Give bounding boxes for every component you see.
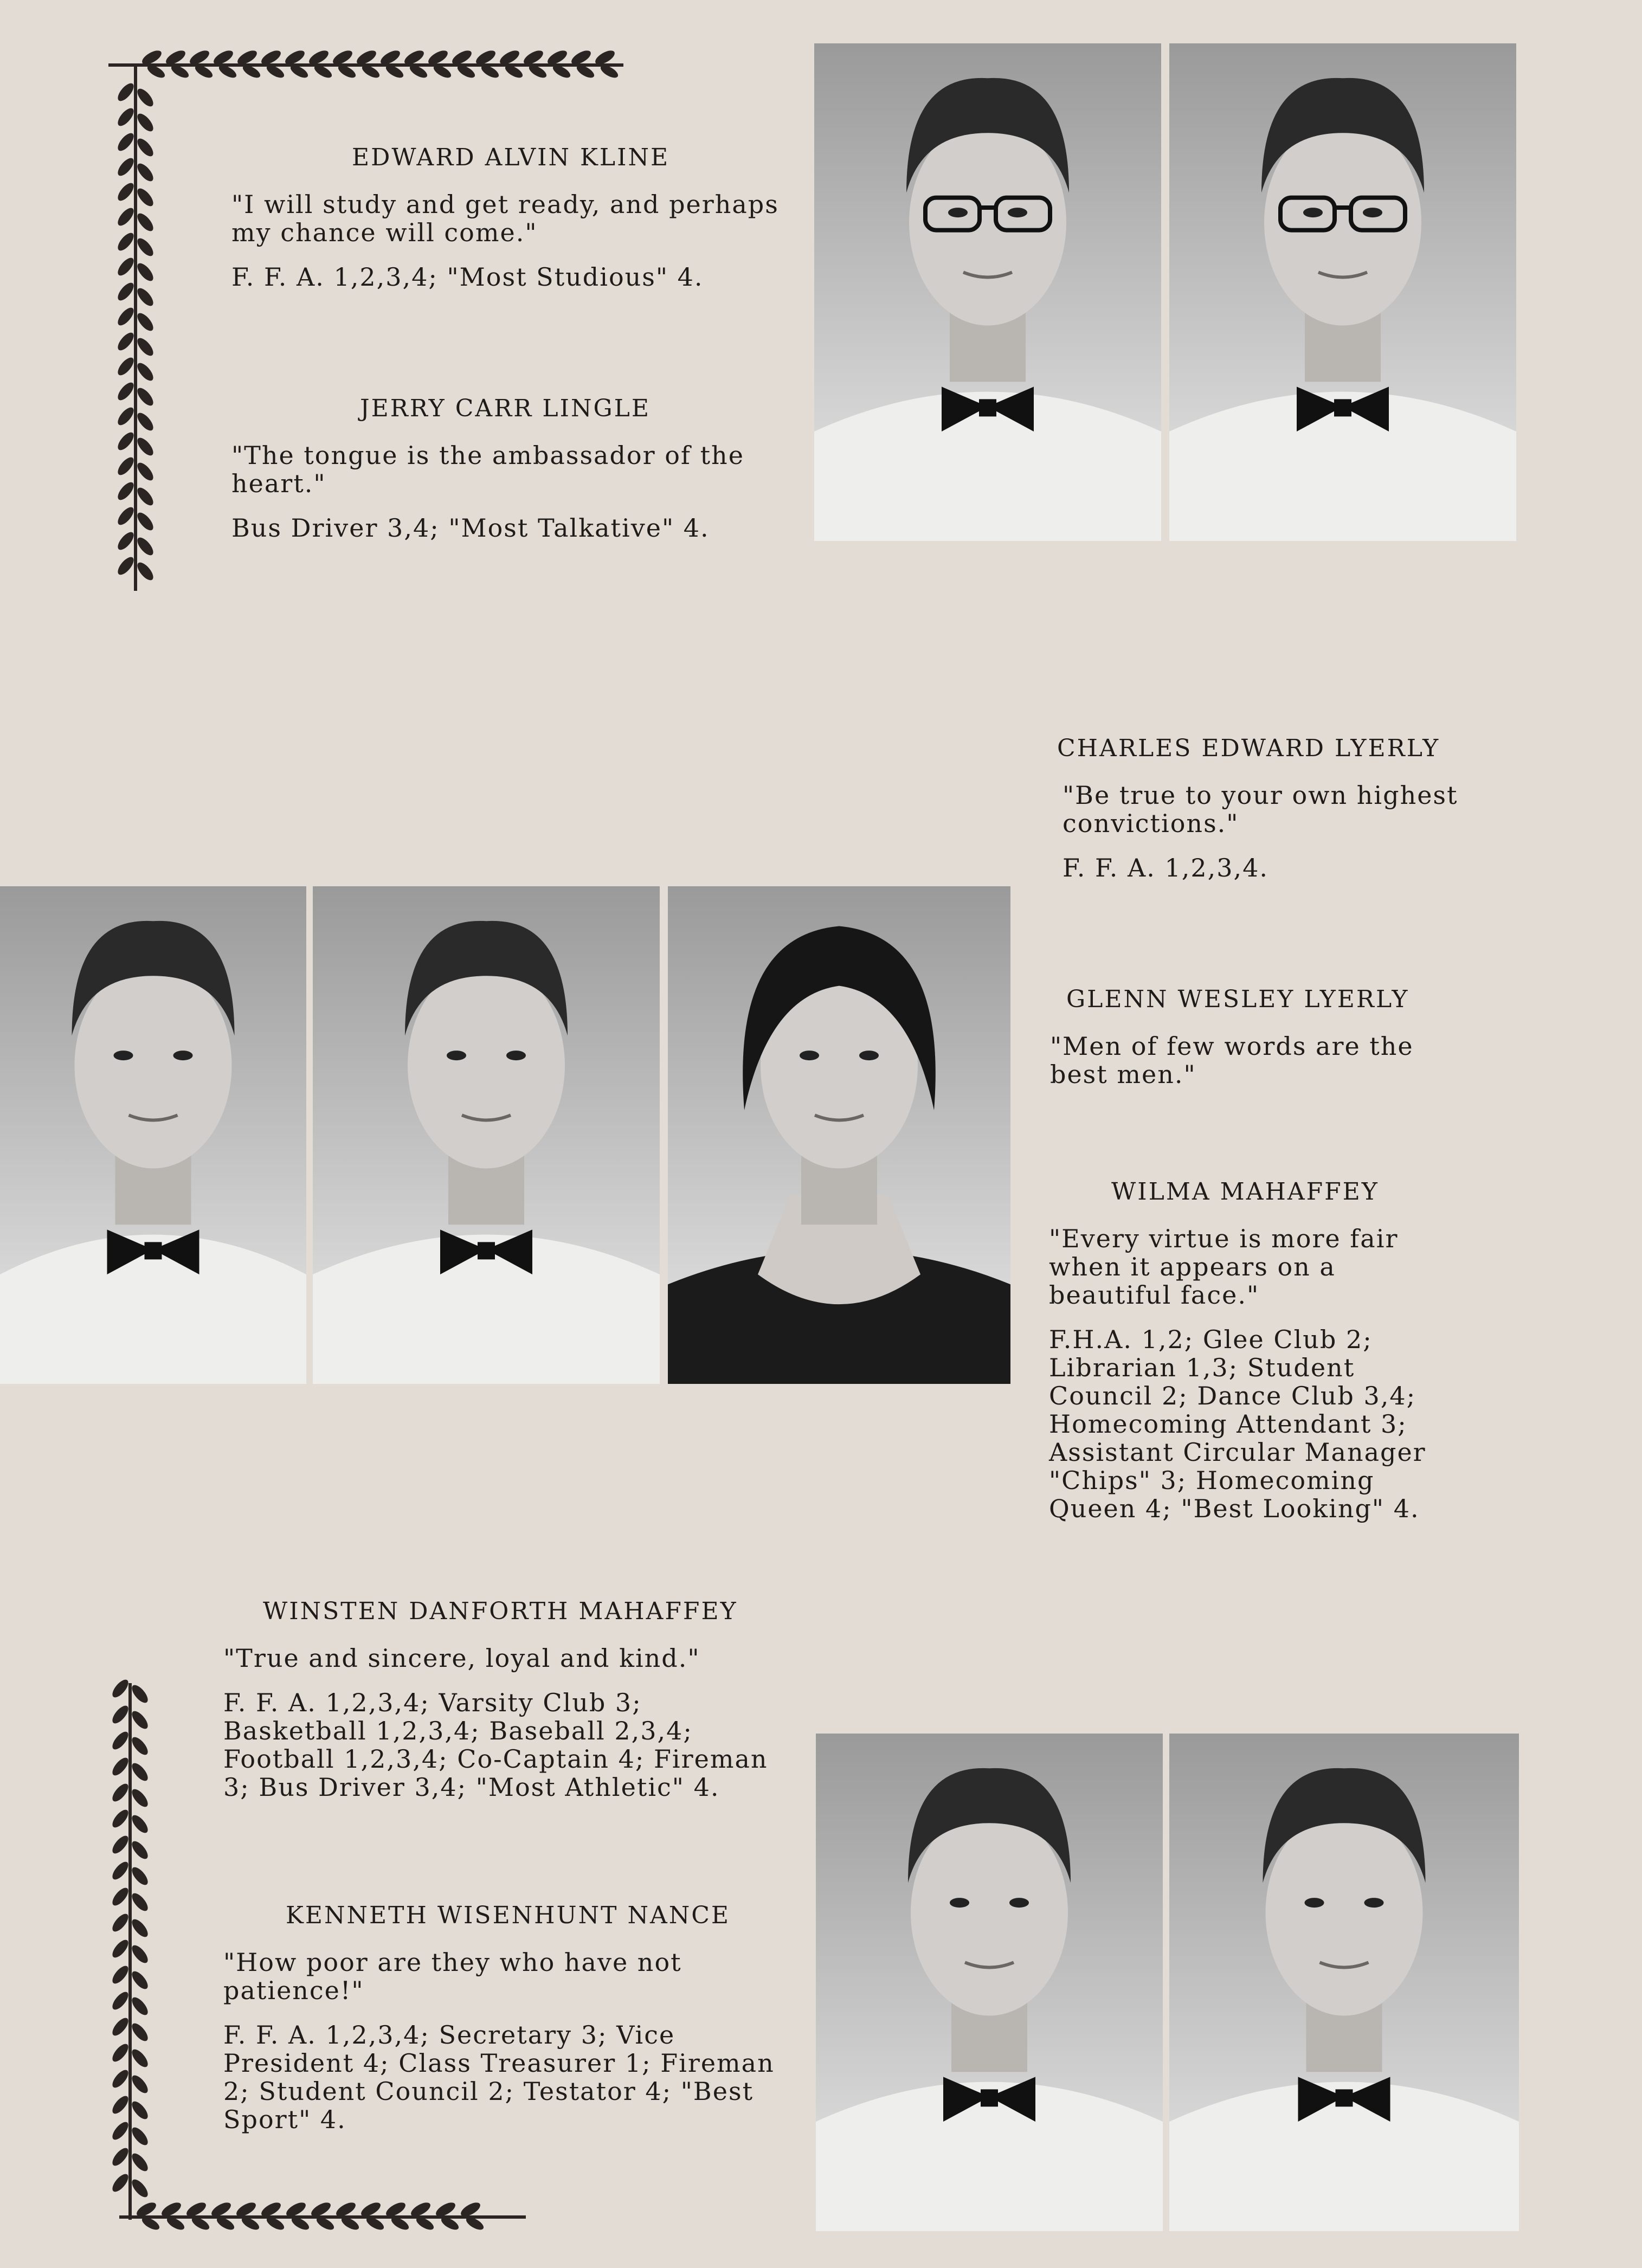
- student-activities: F. F. A. 1,2,3,4; Varsity Club 3; Basketball 1,2,3,4; Baseball 2,3,4; Football 1,2,3,4; Co-Captain 4; Fireman 3; Bus Driver 3,4; "Most Athletic" 4.: [223, 1688, 768, 1802]
- student-name: WINSTEN DANFORTH MAHAFFEY: [263, 1597, 738, 1625]
- student-name: EDWARD ALVIN KLINE: [352, 144, 670, 171]
- student-name: WILMA MAHAFFEY: [1111, 1178, 1379, 1206]
- student-quote: "I will study and get ready, and perhaps my chance will come.": [231, 190, 779, 247]
- student-entry-kline: [231, 144, 784, 291]
- student-entry-kenneth-nance: [223, 1902, 776, 2134]
- student-name: KENNETH WISENHUNT NANCE: [286, 1902, 731, 1929]
- portrait-charles-lyerly: [0, 886, 306, 1384]
- portrait-wilma-mahaffey: [668, 886, 1010, 1384]
- portrait-glenn-lyerly: [313, 886, 660, 1384]
- student-name: CHARLES EDWARD LYERLY: [1057, 734, 1440, 762]
- student-entry-wilma-mahaffey: [1049, 1178, 1466, 1523]
- student-quote: "Every virtue is more fair when it appears on a beautiful face.": [1049, 1224, 1399, 1310]
- student-quote: "Be true to your own highest convictions.": [1063, 781, 1458, 838]
- student-activities: F. F. A. 1,2,3,4.: [1063, 853, 1269, 882]
- student-quote: "Men of few words are the best men.": [1050, 1032, 1414, 1089]
- student-entry-glenn-lyerly: [1050, 985, 1467, 1105]
- student-entry-lingle: [231, 395, 784, 542]
- student-quote: "True and sincere, loyal and kind.": [223, 1644, 700, 1673]
- student-entry-winsten-mahaffey: [223, 1597, 776, 1801]
- portrait-lingle: [1169, 43, 1516, 541]
- student-name: JERRY CARR LINGLE: [360, 395, 651, 422]
- portrait-kenneth-nance: [1169, 1734, 1519, 2231]
- student-quote: "The tongue is the ambassador of the heart.": [231, 441, 744, 498]
- student-quote: "How poor are they who have not patience!": [223, 1948, 682, 2005]
- student-activities: Bus Driver 3,4; "Most Talkative" 4.: [231, 513, 710, 543]
- student-name: GLENN WESLEY LYERLY: [1066, 985, 1409, 1013]
- portrait-kline: [814, 43, 1161, 541]
- student-activities: F. F. A. 1,2,3,4; "Most Studious" 4.: [231, 262, 704, 292]
- student-activities: F.H.A. 1,2; Glee Club 2; Librarian 1,3; Student Council 2; Dance Club 3,4; Homecoming Attendant 3; Assistant Circular Manager "Chips" 3; Homecoming Queen 4; "Best Looking" 4.: [1049, 1325, 1426, 1523]
- student-activities: F. F. A. 1,2,3,4; Secretary 3; Vice President 4; Class Treasurer 1; Fireman 2; Student Council 2; Testator 4; "Best Sport" 4.: [223, 2020, 775, 2134]
- portrait-winsten-mahaffey: [816, 1734, 1163, 2231]
- student-entry-charles-lyerly: [1057, 734, 1480, 882]
